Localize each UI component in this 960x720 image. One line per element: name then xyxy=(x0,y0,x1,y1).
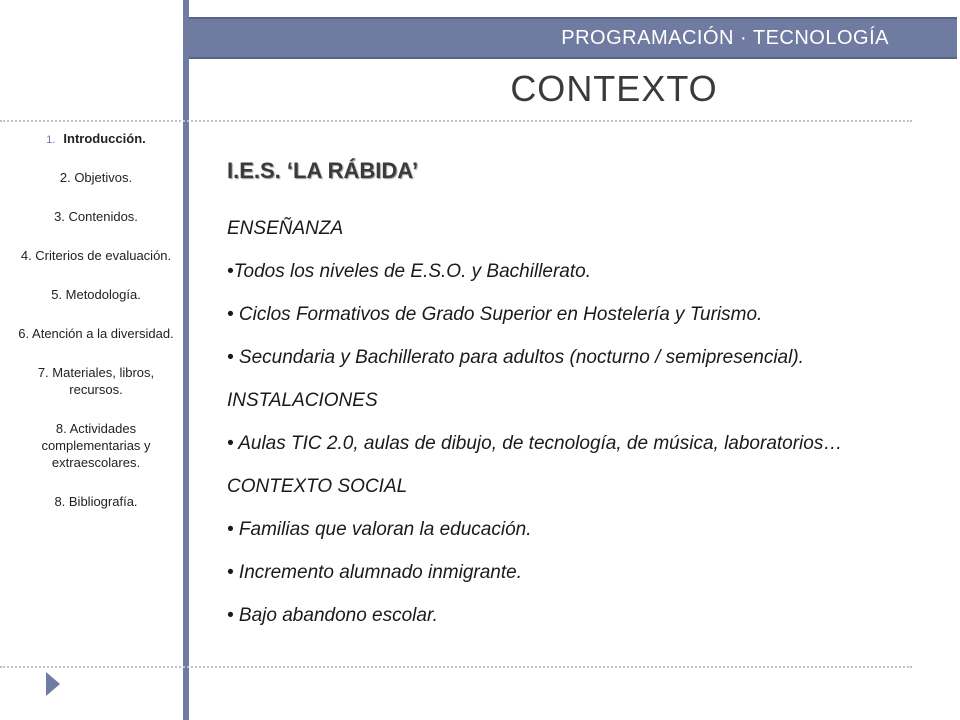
sidebar-item-materiales[interactable]: 7. Materiales, libros, recursos. xyxy=(37,365,155,397)
sidebar-item-metodologia[interactable]: 5. Metodología. xyxy=(51,287,141,302)
bullet-item: • Aulas TIC 2.0, aulas de dibujo, de tecnología, de música, laboratorios… xyxy=(227,433,843,454)
sidebar-item-label: Introducción. xyxy=(63,131,146,146)
sidebar-item-number: 1. xyxy=(46,134,56,146)
bullet-item: • Bajo abandono escolar. xyxy=(227,605,438,626)
page-title xyxy=(189,68,929,110)
section-label-instalaciones: INSTALACIONES xyxy=(227,390,378,411)
school-heading: I.E.S. ‘LA RÁBIDA’ xyxy=(227,158,419,183)
header-banner xyxy=(189,17,957,59)
sidebar-item-objetivos[interactable]: 2. Objetivos. xyxy=(59,170,133,185)
sidebar-item-atencion[interactable]: 6. Atención a la diversidad. xyxy=(18,326,174,341)
bullet-item: • Ciclos Formativos de Grado Superior en Hostelería y Turismo. xyxy=(227,304,763,325)
sidebar-item-introduccion[interactable] xyxy=(14,130,178,149)
sidebar-item-contenidos[interactable]: 3. Contenidos. xyxy=(54,209,138,224)
page-title-text: CONTEXTO xyxy=(510,68,718,109)
sidebar-item-bibliografia[interactable]: 8. Bibliografía. xyxy=(54,494,138,509)
top-dotted-rule xyxy=(0,120,912,122)
bullet-item: • Familias que valoran la educación. xyxy=(227,519,532,540)
banner-title: PROGRAMACIÓN · TECNOLOGÍA xyxy=(561,27,889,49)
bottom-dotted-rule xyxy=(0,666,912,668)
sidebar-item-actividades[interactable]: 8. Actividades complementarias y extraescolares. xyxy=(41,421,151,470)
bullet-item: •Todos los niveles de E.S.O. y Bachillerato. xyxy=(227,261,591,282)
sidebar-item-criterios[interactable]: 4. Criterios de evaluación. xyxy=(20,248,172,263)
sidebar-nav xyxy=(14,130,178,532)
bullet-item: • Secundaria y Bachillerato para adultos (nocturno / semipresencial). xyxy=(227,347,804,368)
section-label-contexto-social: CONTEXTO SOCIAL xyxy=(227,476,408,497)
bullet-item: • Incremento alumnado inmigrante. xyxy=(227,562,522,583)
next-arrow-icon[interactable] xyxy=(46,672,60,696)
main-content xyxy=(227,158,947,648)
section-label-ensenanza: ENSEÑANZA xyxy=(227,218,344,239)
